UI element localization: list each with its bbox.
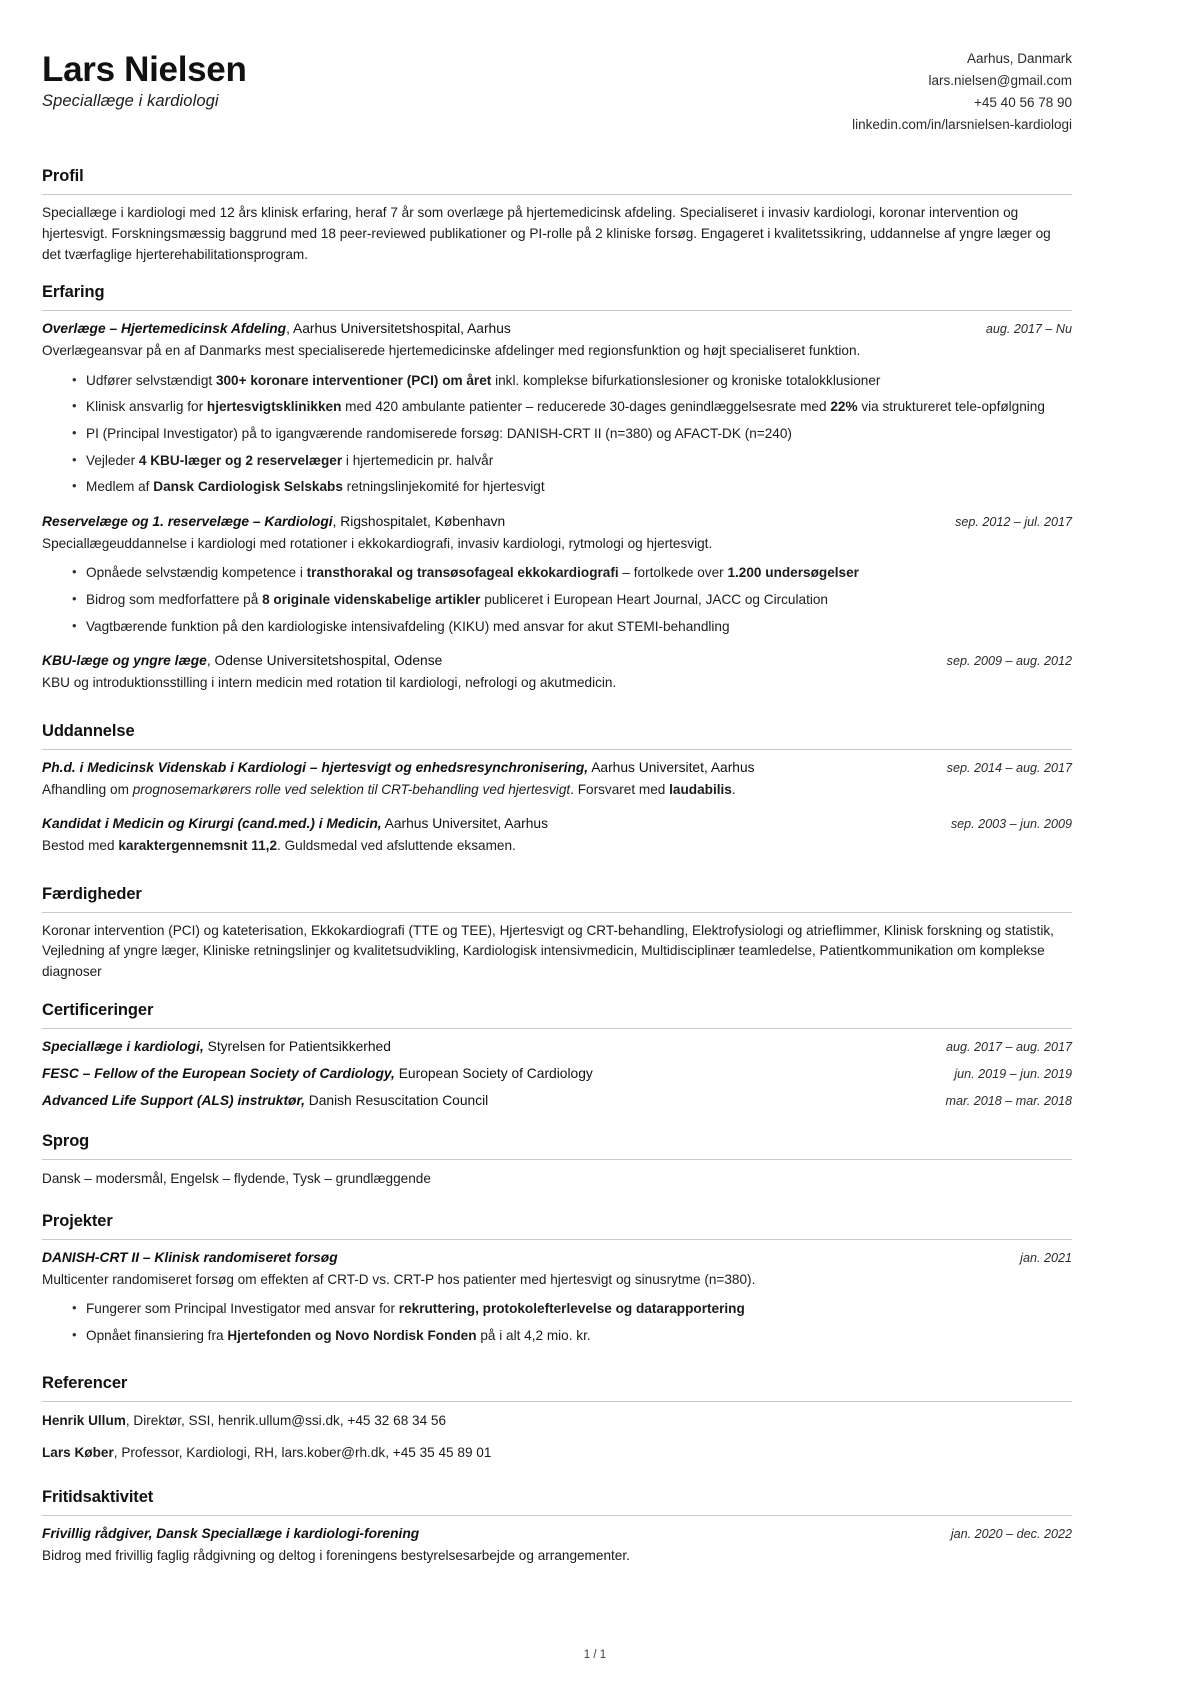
experience-entry	[42, 319, 1072, 498]
section-heading-certificeringer: Certificeringer	[42, 1000, 154, 1019]
contact-block	[852, 44, 1072, 135]
section-erfaring	[42, 269, 1072, 693]
bullet-item: • Vagtbærende funktion på den kardiologiske intensivafdeling (KIKU) med ansvar for akut STEMI-behandling	[72, 617, 1072, 638]
entry-header	[42, 814, 1072, 834]
skills-text: Koronar intervention (PCI) og kateterisation, Ekkokardiografi (TTE og TEE), Hjertesvigt og CRT-behandling, Elektrofysiologi og atrieflimmer, Klinisk forskning og statistik, Vejledning af yngre læger, Kliniske retningslinjer og kvalitetsudvikling, Kardiologisk intensivmedicin, Multidisciplinær teamledelse, Patientkommunikation om komplekse diagnoser	[42, 922, 1054, 979]
project-bullets	[42, 1299, 1072, 1346]
entry-date: sep. 2003 – jun. 2009	[950, 817, 1072, 832]
bullet-item: • Klinisk ansvarlig for hjertesvigtsklinikken med 420 ambulante patienter – reducerede 30-dages genindlæggelsesrate med 22% via struktureret tele-opfølgning	[72, 397, 1072, 418]
volunteering-role: Frivillig rådgiver, Dansk Speciallæge i kardiologi-forening	[42, 1526, 420, 1542]
education-degree: Ph.d. i Medicinsk Videnskab i Kardiologi – hjertesvigt og enhedsresynchronisering, Aarhus Universitet, Aarhus	[42, 759, 755, 775]
experience-entry	[42, 651, 1072, 693]
section-heading-erfaring: Erfaring	[42, 283, 105, 302]
cv-header	[42, 44, 1072, 135]
entry-header	[42, 1524, 1072, 1544]
experience-bullets	[42, 563, 1072, 637]
section-divider	[42, 1239, 1072, 1240]
section-divider	[42, 310, 1072, 311]
project-name: DANISH-CRT II – Klinisk randomiseret forsøg	[42, 1249, 338, 1265]
section-certificeringer	[42, 987, 1072, 1111]
section-heading-projekter: Projekter	[42, 1211, 113, 1230]
section-divider	[42, 1159, 1072, 1160]
certification-name: Advanced Life Support (ALS) instruktør, Danish Resuscitation Council	[42, 1092, 489, 1108]
section-heading-faerdigheder: Færdigheder	[42, 884, 142, 903]
reference-entry: Henrik Ullum, Direktør, SSI, henrik.ullum@ssi.dk, +45 32 68 34 56	[42, 1413, 447, 1429]
identity-block	[42, 44, 247, 111]
page-indicator: 1 / 1	[583, 1649, 607, 1661]
page-footer	[0, 1649, 1190, 1661]
education-detail: Afhandling om prognosemarkørers rolle ved selektion til CRT-behandling ved hjertesvigt. Forsvaret med laudabilis.	[42, 781, 736, 797]
section-divider	[42, 912, 1072, 913]
section-divider	[42, 1028, 1072, 1029]
experience-role: KBU-læge og yngre læge, Odense Universitetshospital, Odense	[42, 653, 443, 669]
entry-date: mar. 2018 – mar. 2018	[945, 1093, 1072, 1108]
experience-summary: Overlægeansvar på en af Danmarks mest specialiserede hjertemedicinske afdelinger med regionsfunktion og højt specialiseret funktion.	[42, 343, 861, 359]
section-uddannelse	[42, 708, 1072, 857]
section-faerdigheder	[42, 871, 1072, 983]
experience-entry	[42, 512, 1072, 637]
entry-date: sep. 2014 – aug. 2017	[946, 760, 1072, 775]
certification-list	[42, 1037, 1072, 1111]
entry-header	[42, 1064, 1072, 1084]
section-heading-fritidsaktivitet: Fritidsaktivitet	[42, 1488, 154, 1507]
contact-location: Aarhus, Danmark	[966, 51, 1072, 66]
section-divider	[42, 1401, 1072, 1402]
contact-linkedin[interactable]: linkedin.com/in/larsnielsen-kardiologi	[852, 116, 1072, 132]
volunteering-entry	[42, 1524, 1072, 1566]
education-entry	[42, 758, 1072, 800]
experience-summary: KBU og introduktionsstilling i intern medicin med rotation til kardiologi, nefrologi og akutmedicin.	[42, 675, 617, 691]
experience-bullets	[42, 371, 1072, 498]
project-entry	[42, 1248, 1072, 1347]
professional-headline: Speciallæge i kardiologi	[42, 91, 219, 110]
entry-date: aug. 2017 – aug. 2017	[945, 1039, 1072, 1054]
certification-name: FESC – Fellow of the European Society of Cardiology, European Society of Cardiology	[42, 1065, 593, 1081]
entry-header	[42, 651, 1072, 671]
volunteering-summary: Bidrog med frivillig faglig rådgivning og deltog i foreningens bestyrelsesarbejde og arrangementer.	[42, 1548, 630, 1564]
page-title	[42, 52, 247, 89]
references-list	[42, 1410, 1072, 1463]
reference-entry: Lars Køber, Professor, Kardiologi, RH, lars.kober@rh.dk, +45 35 45 89 01	[42, 1445, 492, 1461]
entry-date: sep. 2012 – jul. 2017	[955, 515, 1072, 530]
project-summary: Multicenter randomiseret forsøg om effekten af CRT-D vs. CRT-P hos patienter med hjertesvigt og sinusrytme (n=380).	[42, 1271, 756, 1287]
entry-date: sep. 2009 – aug. 2012	[946, 654, 1072, 669]
entry-header	[42, 758, 1072, 778]
section-projekter	[42, 1198, 1072, 1347]
contact-phone[interactable]: +45 40 56 78 90	[974, 94, 1072, 110]
projects-list	[42, 1248, 1072, 1347]
languages-text: Dansk – modersmål, Engelsk – flydende, Tysk – grundlæggende	[42, 1170, 431, 1186]
contact-email[interactable]: lars.nielsen@gmail.com	[928, 72, 1072, 88]
section-heading-profil: Profil	[42, 167, 84, 186]
education-list	[42, 758, 1072, 857]
section-divider	[42, 749, 1072, 750]
bullet-item: • Medlem af Dansk Cardiologisk Selskabs retningslinjekomité for hjertesvigt	[72, 477, 1072, 498]
experience-list	[42, 319, 1072, 693]
entry-header	[42, 1248, 1072, 1268]
entry-header	[42, 1091, 1072, 1111]
bullet-item: • Vejleder 4 KBU-læger og 2 reservelæger i hjertemedicin pr. halvår	[72, 451, 1072, 472]
certification-entry	[42, 1091, 1072, 1111]
bullet-item: • Fungerer som Principal Investigator med ansvar for rekruttering, protokolefterlevelse og datarapportering	[72, 1299, 1072, 1320]
volunteering-list	[42, 1524, 1072, 1566]
education-degree: Kandidat i Medicin og Kirurgi (cand.med.) i Medicin, Aarhus Universitet, Aarhus	[42, 816, 549, 832]
bullet-item: • Opnåede selvstændig kompetence i transthorakal og transøsofageal ekkokardiografi – fortolkede over 1.200 undersøgelser	[72, 563, 1072, 584]
certification-entry	[42, 1037, 1072, 1057]
bullet-item: • Opnået finansiering fra Hjertefonden og Novo Nordisk Fonden på i alt 4,2 mio. kr.	[72, 1326, 1072, 1347]
entry-header	[42, 319, 1072, 339]
entry-date: jan. 2021	[1020, 1250, 1072, 1265]
section-heading-uddannelse: Uddannelse	[42, 721, 135, 740]
profil-text: Speciallæge i kardiologi med 12 års klinisk erfaring, heraf 7 år som overlæge på hjertemedicinsk afdeling. Specialiseret i invasiv kardiologi, koronar intervention og hjertesvigt. Forskningsmæssig baggrund med 18 peer-reviewed publikationer og PI-rolle på 2 kliniske forsøg. Engageret i kvalitetssikring, uddannelse af yngre læger og det tværfaglige hjerterehabilitationsprogram.	[42, 205, 1051, 262]
bullet-item: • Bidrog som medforfattere på 8 originale videnskabelige artikler publiceret i European Heart Journal, JACC og Circulation	[72, 590, 1072, 611]
candidate-name: Lars Nielsen	[42, 50, 247, 89]
section-heading-referencer: Referencer	[42, 1374, 128, 1393]
bullet-item: • PI (Principal Investigator) på to igangværende randomiserede forsøg: DANISH-CRT II (n=380) og AFACT-DK (n=240)	[72, 424, 1072, 445]
experience-role: Reservelæge og 1. reservelæge – Kardiologi, Rigshospitalet, København	[42, 514, 506, 530]
experience-role: Overlæge – Hjertemedicinsk Afdeling, Aarhus Universitetshospital, Aarhus	[42, 321, 511, 337]
entry-date: aug. 2017 – Nu	[985, 322, 1072, 337]
section-sprog	[42, 1118, 1072, 1189]
entry-date: jun. 2019 – jun. 2019	[954, 1066, 1072, 1081]
entry-date: jan. 2020 – dec. 2022	[950, 1527, 1072, 1542]
section-divider	[42, 194, 1072, 195]
education-entry	[42, 814, 1072, 856]
certification-entry	[42, 1064, 1072, 1084]
experience-summary: Speciallægeuddannelse i kardiologi med rotationer i ekkokardiografi, invasiv kardiologi, rytmologi og hjertesvigt.	[42, 536, 713, 552]
entry-header	[42, 512, 1072, 532]
section-divider	[42, 1515, 1072, 1516]
section-fritidsaktivitet	[42, 1474, 1072, 1566]
section-heading-sprog: Sprog	[42, 1131, 90, 1150]
education-detail: Bestod med karaktergennemsnit 11,2. Guldsmedal ved afsluttende eksamen.	[42, 838, 516, 854]
certification-name: Speciallæge i kardiologi, Styrelsen for Patientsikkerhed	[42, 1038, 391, 1054]
section-profil	[42, 153, 1072, 265]
bullet-item: • Udfører selvstændigt 300+ koronare interventioner (PCI) om året inkl. komplekse bifurkationslesioner og kroniske totalokklusioner	[72, 371, 1072, 392]
entry-header	[42, 1037, 1072, 1057]
section-referencer	[42, 1360, 1072, 1463]
